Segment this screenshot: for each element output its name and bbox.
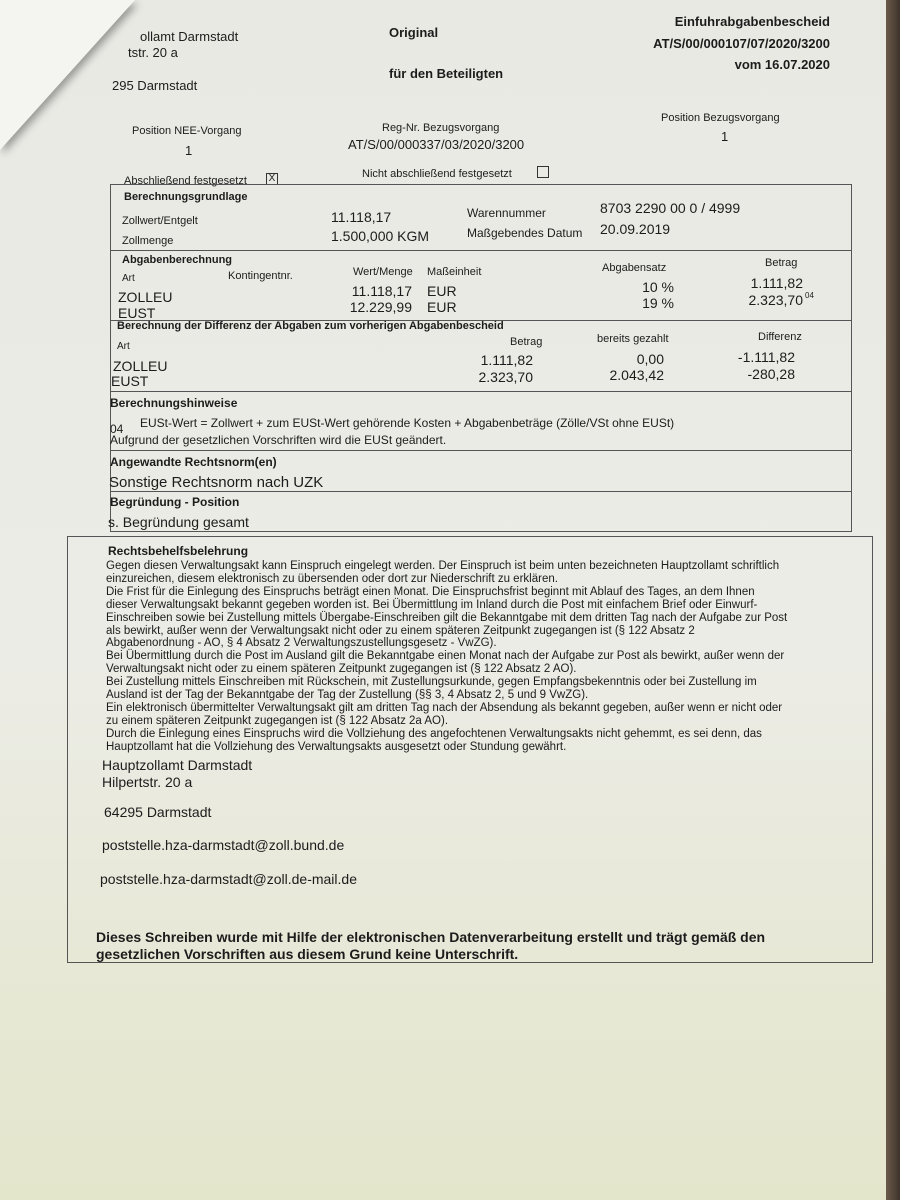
- section-title: Rechtsbehelfsbelehrung: [108, 544, 249, 558]
- footer-notice: Dieses Schreiben wurde mit Hilfe der elektronischen Datenverarbeitung erstellt und trägt gemäß den: [96, 929, 766, 945]
- col-header-kontingent: Kontingentnr.: [228, 270, 293, 282]
- legal-line: Bei Übermittlung durch die Post im Ausland gilt die Bekanntgabe einen Monat nach der Aufgabe zur Post als bewirkt, außer wenn der: [106, 650, 785, 663]
- legal-line: Gegen diesen Verwaltungsakt kann Einspruch eingelegt werden. Der Einspruch ist beim unten bezeichneten Hauptzollamt schriftlich: [106, 560, 780, 572]
- reg-number-value: AT/S/00/000337/03/2020/3200: [348, 137, 525, 152]
- section-title: Abgabenberechnung: [122, 254, 233, 266]
- table-cell-gezahlt: 0,00: [636, 351, 664, 367]
- not-final-checkbox: [537, 166, 549, 178]
- legal-line: dieser Verwaltungsakt bekannt gegeben worden ist. Bei Übermittlung im Inland durch die Post mit einfachem Brief oder Einwurf-: [106, 598, 758, 611]
- table-cell-wert: 11.118,17: [351, 283, 412, 299]
- table-cell-satz: 10 %: [642, 279, 674, 295]
- zollwert-label: Zollwert/Entgelt: [122, 215, 198, 227]
- bezug-position-value: 1: [721, 129, 729, 144]
- section-title: Begründung - Position: [110, 495, 240, 509]
- table-cell-gezahlt: 2.043,42: [609, 367, 664, 383]
- datum-label: Maßgebendes Datum: [467, 226, 583, 240]
- hint-text: Aufgrund der gesetzlichen Vorschriften wird die EUSt geändert.: [110, 433, 447, 447]
- table-cell-differenz: -1.111,82: [737, 349, 795, 365]
- col-header-art: Art: [122, 273, 135, 284]
- document-date: vom 16.07.2020: [734, 57, 830, 72]
- address-street: Hilpertstr. 20 a: [102, 774, 193, 790]
- legal-line: Hauptzollamt hat die Vollziehung des Verwaltungsakts ausgesetzt oder Stundung gewährt.: [106, 740, 567, 753]
- address-name: Hauptzollamt Darmstadt: [102, 757, 253, 773]
- divider: [110, 491, 851, 492]
- table-cell-art: ZOLLEU: [118, 289, 173, 305]
- table-cell-betrag: 2.323,70: [748, 292, 803, 308]
- warennummer-label: Warennummer: [467, 206, 546, 220]
- hint-text: EUSt-Wert = Zollwert + zum EUSt-Wert gehörende Kosten + Abgabenbeträge (Zölle/VSt ohne EUSt): [140, 416, 675, 430]
- document-type: Einfuhrabgabenbescheid: [674, 14, 830, 29]
- table-cell-art: EUST: [111, 373, 149, 389]
- table-cell-art: ZOLLEU: [113, 358, 168, 374]
- col-header-einheit: Maßeinheit: [427, 266, 482, 278]
- table-surface: [886, 0, 900, 1200]
- datum-value: 20.09.2019: [600, 221, 671, 237]
- col-header-betrag: Betrag: [510, 336, 543, 348]
- zollmenge-value: 1.500,000 KGM: [331, 228, 430, 244]
- final-checkbox: X: [266, 173, 278, 185]
- table-cell-betrag: 2.323,70: [478, 369, 533, 385]
- section-title: Berechnungshinweise: [110, 396, 238, 410]
- page-curl: [0, 0, 135, 150]
- table-cell-einheit: EUR: [427, 283, 457, 299]
- legal-line: einzureichen, diesem elektronisch zu übersenden oder dort zur Niederschrift zu erklären.: [106, 572, 558, 585]
- section-title: Berechnung der Differenz der Abgaben zum vorherigen Abgabenbescheid: [117, 320, 504, 332]
- email-bund: poststelle.hza-darmstadt@zoll.bund.de: [102, 837, 345, 853]
- col-header-betrag: Betrag: [765, 257, 798, 269]
- col-header-differenz: Differenz: [758, 331, 802, 343]
- recipient-label: für den Beteiligten: [389, 66, 504, 81]
- table-cell-betrag: 1.111,82: [480, 352, 533, 368]
- footnote-marker: 04: [805, 291, 814, 300]
- legal-line: Verwaltungsakt nicht oder zu einem späteren Zeitpunkt zugegangen ist (§ 122 Absatz 2 AO).: [106, 663, 577, 676]
- not-final-label: Nicht abschließend festgesetzt: [362, 168, 512, 180]
- table-cell-betrag: 1.111,82: [750, 275, 803, 291]
- col-header-gezahlt: bereits gezahlt: [597, 333, 669, 345]
- col-header-wert: Wert/Menge: [353, 266, 413, 278]
- bezug-position-label: Position Bezugsvorgang: [661, 112, 780, 124]
- office-street: tstr. 20 a: [128, 45, 178, 60]
- final-label: Abschließend festgesetzt: [124, 175, 247, 187]
- legal-line: Ausland ist der Tag der Bekanntgabe der Tag der Zustellung (§§ 3, 4 Absatz 2, 5 und 9 VwZG).: [106, 689, 589, 702]
- legal-line: Die Frist für die Einlegung des Einspruchs beträgt einen Monat. Die Einspruchsfrist beginnt mit Ablauf des Tages, an dem Ihnen: [106, 585, 755, 598]
- original-label: Original: [389, 25, 439, 40]
- table-cell-differenz: -280,28: [747, 366, 795, 382]
- table-cell-satz: 19 %: [642, 295, 674, 311]
- email-demail: poststelle.hza-darmstadt@zoll.de-mail.de: [100, 871, 357, 887]
- divider: [110, 391, 851, 392]
- section-title: Berechnungsgrundlage: [124, 191, 248, 203]
- legal-line: Bei Zustellung mittels Einschreiben mit Rückschein, mit Zustellungsurkunde, gegen Empfangsbekenntnis oder bei Zustellung im: [106, 676, 757, 689]
- legal-notice-text: [106, 560, 836, 754]
- reg-number-label: Reg-Nr. Bezugsvorgang: [382, 122, 500, 134]
- zollwert-value: 11.118,17: [331, 209, 392, 225]
- legal-line: Ein elektronisch übermittelter Verwaltungsakt gilt am dritten Tag nach der Absendung als bekannt gegeben, außer wenn er nicht oder: [106, 701, 783, 714]
- zollmenge-label: Zollmenge: [122, 235, 174, 247]
- col-header-satz: Abgabensatz: [602, 262, 667, 274]
- table-cell-art: EUST: [118, 305, 156, 321]
- office-city: 295 Darmstadt: [112, 78, 198, 93]
- document-number: AT/S/00/000107/07/2020/3200: [653, 36, 830, 51]
- legal-line: als bewirkt, außer wenn der Verwaltungsakt nicht oder zu einem späteren Zeitpunkt zugegangen ist (§ 122 Absatz 2: [106, 624, 695, 637]
- legal-line: Einschreiben sowie bei Zustellung mittels Übergabe-Einschreiben gilt die Bekanntgabe mit dem dritten Tag nach der Aufgabe zur Post: [106, 611, 788, 624]
- legal-line: Abgabenordnung - AO, § 4 Absatz 2 Verwaltungszustellungsgesetz - VwZG).: [106, 637, 497, 650]
- rechtsnorm-value: Sonstige Rechtsnorm nach UZK: [109, 474, 324, 491]
- hint-code: 04: [110, 422, 124, 436]
- legal-line: zu einem späteren Zeitpunkt zugegangen ist (§ 122 Absatz 2a AO).: [106, 714, 449, 727]
- address-city: 64295 Darmstadt: [104, 804, 212, 820]
- begruendung-value: s. Begründung gesamt: [108, 514, 249, 530]
- table-cell-einheit: EUR: [427, 299, 457, 315]
- legal-line: Durch die Einlegung eines Einspruchs wird die Vollziehung des angefochtenen Verwaltungsakts nicht gehemmt, es sei denn, das: [106, 727, 762, 740]
- divider: [110, 250, 851, 251]
- divider: [110, 450, 851, 451]
- col-header-art: Art: [117, 341, 130, 352]
- nee-position-label: Position NEE-Vorgang: [132, 125, 242, 137]
- section-title: Angewandte Rechtsnorm(en): [110, 455, 277, 469]
- warennummer-value: 8703 2290 00 0 / 4999: [600, 200, 741, 216]
- table-cell-wert: 12.229,99: [349, 299, 412, 315]
- footer-notice: gesetzlichen Vorschriften aus diesem Grund keine Unterschrift.: [96, 946, 519, 962]
- office-name: ollamt Darmstadt: [140, 29, 239, 44]
- nee-position-value: 1: [185, 143, 193, 158]
